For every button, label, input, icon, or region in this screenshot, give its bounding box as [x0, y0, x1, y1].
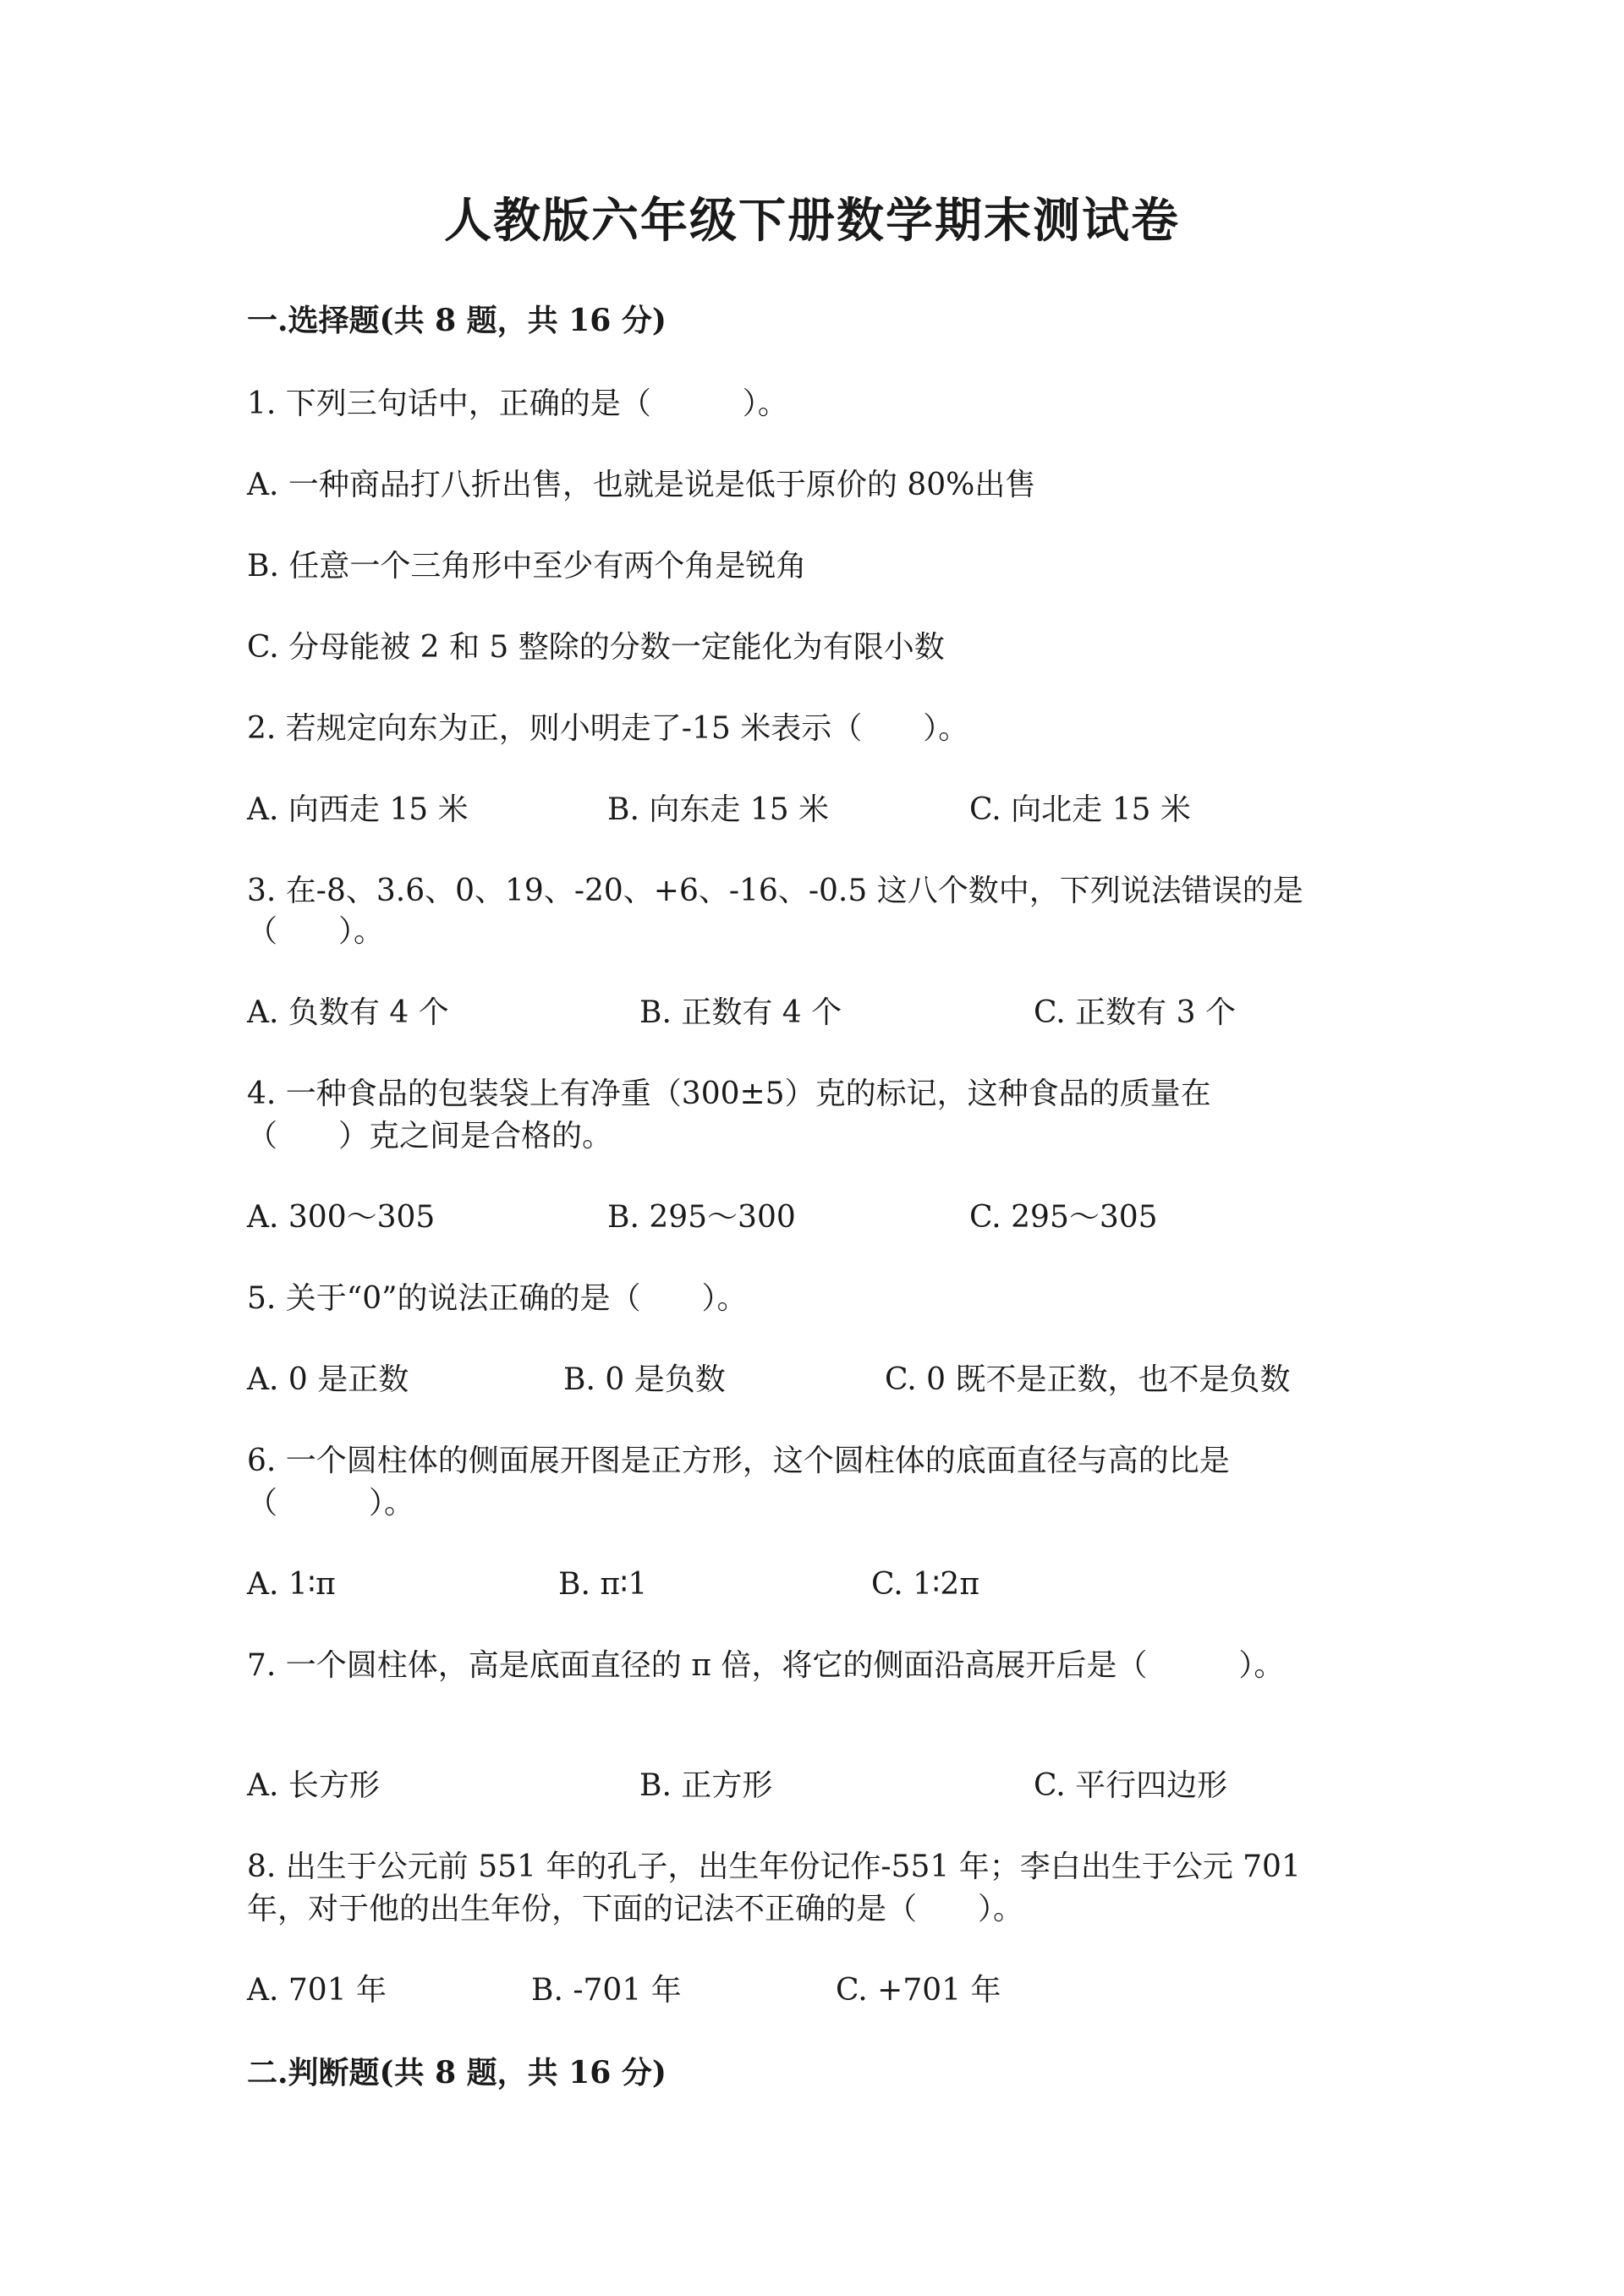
- question-2-option-a: A. 向西走 15 米: [247, 792, 469, 827]
- question-6-stem-line-1: 6. 一个圆柱体的侧面展开图是正方形，这个圆柱体的底面直径与高的比是: [247, 1444, 1230, 1478]
- question-3-stem-line-1: 3. 在-8、3.6、0、19、-20、+6、-16、-0.5 这八个数中，下列说法错误的是: [247, 874, 1303, 908]
- section-header-true-false: 二.判断题(共 8 题，共 16 分): [247, 2055, 667, 2091]
- question-5-option-b: B. 0 是负数: [563, 1362, 726, 1397]
- question-1-option-a: A. 一种商品打八折出售，也就是说是低于原价的 80%出售: [247, 468, 1036, 502]
- question-4-stem-line-1: 4. 一种食品的包装袋上有净重（300±5）克的标记，这种食品的质量在: [247, 1077, 1211, 1111]
- question-8-option-b: B. -701 年: [531, 1973, 682, 2008]
- question-7-stem: 7. 一个圆柱体，高是底面直径的 π 倍，将它的侧面沿高展开后是（ ）。: [247, 1648, 1285, 1683]
- section-header-multiple-choice: 一.选择题(共 8 题，共 16 分): [247, 303, 667, 338]
- question-7-option-a: A. 长方形: [247, 1768, 380, 1803]
- question-8-stem-line-1: 8. 出生于公元前 551 年的孔子，出生年份记作-551 年；李白出生于公元 701: [247, 1849, 1301, 1884]
- question-3-stem-line-2: （ ）。: [247, 914, 385, 949]
- question-6-stem-line-2: （ ）。: [247, 1486, 415, 1521]
- question-5-option-a: A. 0 是正数: [247, 1362, 409, 1397]
- question-7-option-c: C. 平行四边形: [1034, 1768, 1228, 1803]
- question-2-stem: 2. 若规定向东为正，则小明走了-15 米表示（ ）。: [247, 711, 969, 746]
- question-7-option-b: B. 正方形: [639, 1768, 773, 1803]
- question-3-option-a: A. 负数有 4 个: [247, 995, 449, 1030]
- question-2-option-c: C. 向北走 15 米: [969, 792, 1191, 827]
- question-1-option-c: C. 分母能被 2 和 5 整除的分数一定能化为有限小数: [247, 630, 945, 665]
- question-4-option-b: B. 295～300: [607, 1200, 796, 1235]
- page-title: 人教版六年级下册数学期末测试卷: [444, 193, 1180, 249]
- question-4-option-c: C. 295～305: [969, 1200, 1158, 1235]
- question-5-stem: 5. 关于“0”的说法正确的是（ ）。: [247, 1281, 748, 1316]
- question-4-stem-line-2: （ ）克之间是合格的。: [247, 1119, 613, 1153]
- question-8-option-a: A. 701 年: [247, 1973, 387, 2008]
- question-6-option-c: C. 1∶2π: [871, 1567, 979, 1602]
- question-3-option-b: B. 正数有 4 个: [639, 995, 842, 1030]
- question-6-option-b: B. π∶1: [558, 1567, 648, 1602]
- question-2-option-b: B. 向东走 15 米: [607, 792, 830, 827]
- question-1-option-b: B. 任意一个三角形中至少有两个角是锐角: [247, 549, 807, 584]
- question-8-option-c: C. +701 年: [836, 1973, 1001, 2008]
- question-5-option-c: C. 0 既不是正数，也不是负数: [885, 1362, 1291, 1397]
- question-1-stem: 1. 下列三句话中，正确的是（ ）。: [247, 386, 788, 421]
- question-6-option-a: A. 1∶π: [247, 1567, 336, 1602]
- question-4-option-a: A. 300～305: [247, 1200, 436, 1235]
- question-8-stem-line-2: 年，对于他的出生年份，下面的记法不正确的是（ ）。: [247, 1892, 1024, 1926]
- question-3-option-c: C. 正数有 3 个: [1034, 995, 1236, 1030]
